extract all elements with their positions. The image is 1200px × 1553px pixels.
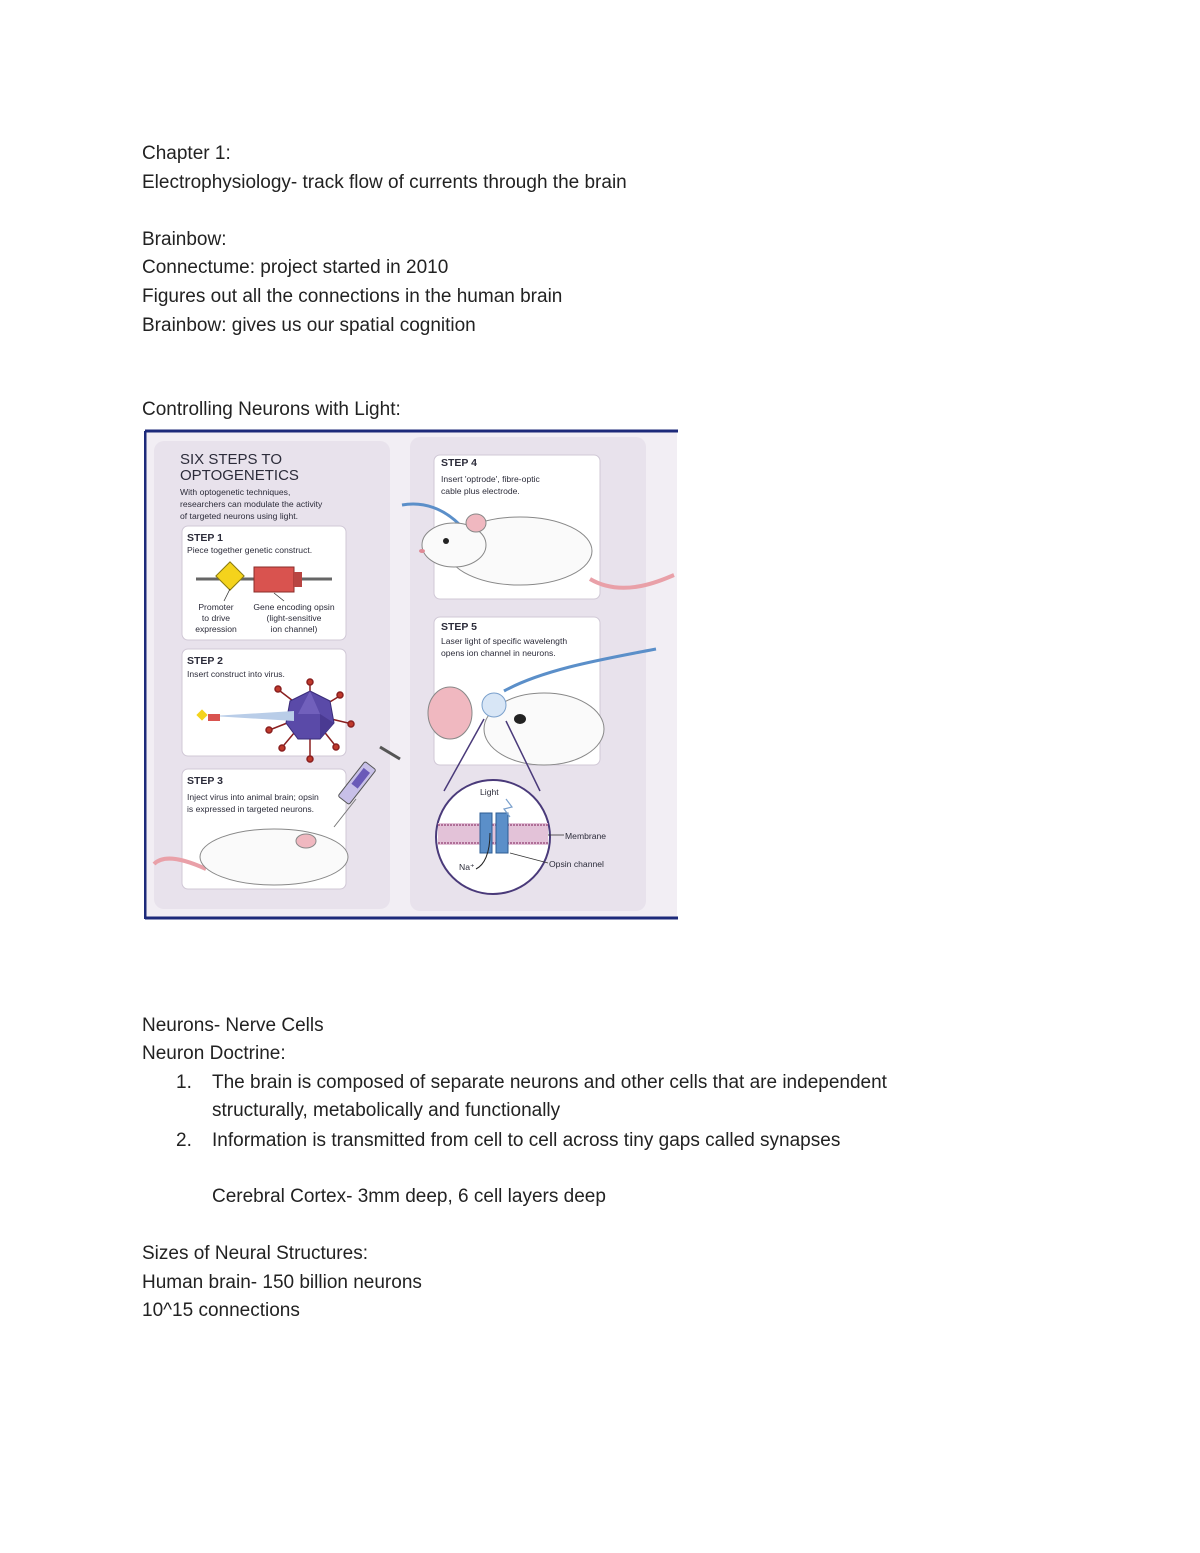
promoter-label-3: expression [195,624,237,634]
optogenetics-figure [144,429,678,920]
fig-title-2: OPTOGENETICS [180,467,299,484]
opsin-channel-label: Opsin channel [549,859,604,869]
fig-step3-text-2: is expressed in targeted neurons. [187,804,315,814]
fig-step2-label: STEP 2 [187,655,223,667]
fig-step4-text-1: Insert 'optrode', fibre-optic [441,474,540,484]
fig-step3-text-1: Inject virus into animal brain; opsin [187,792,319,802]
chapter-heading: Chapter 1: [142,143,231,164]
gene-label-3: ion channel) [270,624,318,634]
membrane-magnifier [436,780,550,894]
fig-intro-2: researchers can modulate the activity [180,499,323,509]
promoter-label-1: Promoter [198,602,234,612]
list-item-1-line-1: The brain is composed of separate neurons and other cells that are independent [212,1072,887,1093]
connections-line: 10^15 connections [142,1300,300,1321]
na-label: Na⁺ [459,862,475,872]
neurons-line: Neurons- Nerve Cells [142,1015,324,1036]
fig-step5-label: STEP 5 [441,621,477,633]
fig-step4-label: STEP 4 [441,457,477,469]
fig-step3-label: STEP 3 [187,775,223,787]
fig-intro-1: With optogenetic techniques, [180,487,291,497]
gene-label-1: Gene encoding opsin [253,602,335,612]
gene-label-2: (light-sensitive [266,613,322,623]
gene-shape [254,567,294,592]
fig-step1-text: Piece together genetic construct. [187,545,313,555]
cerebral-cortex-line: Cerebral Cortex- 3mm deep, 6 cell layers deep [212,1186,606,1207]
fig-step1-label: STEP 1 [187,532,223,544]
fig-step5-text-2: opens ion channel in neurons. [441,648,556,658]
neuron-doctrine-heading: Neuron Doctrine: [142,1043,286,1064]
list-item-2-number: 2. [176,1130,192,1151]
human-brain-line: Human brain- 150 billion neurons [142,1272,422,1293]
fig-step5-text-1: Laser light of specific wavelength [441,636,568,646]
list-item-1-number: 1. [176,1072,192,1093]
brainbow-heading: Brainbow: [142,229,227,250]
fig-title-1: SIX STEPS TO [180,451,282,468]
fig-step4-text-2: cable plus electrode. [441,486,520,496]
brainbow-spatial-line: Brainbow: gives us our spatial cognition [142,315,476,336]
electrophysiology-line: Electrophysiology- track flow of currents through the brain [142,172,627,193]
promoter-label-2: to drive [201,613,231,623]
connectume-line: Connectume: project started in 2010 [142,257,449,278]
membrane-label: Membrane [565,831,607,841]
light-label: Light [480,787,499,797]
sizes-heading: Sizes of Neural Structures: [142,1243,368,1264]
controlling-neurons-heading: Controlling Neurons with Light: [142,399,401,420]
list-item-1-line-2: structurally, metabolically and functionally [212,1100,561,1121]
figures-out-line: Figures out all the connections in the human brain [142,286,563,307]
fig-intro-3: of targeted neurons using light. [180,511,299,521]
list-item-2-line-1: Information is transmitted from cell to cell across tiny gaps called synapses [212,1130,841,1151]
fig-step2-text: Insert construct into virus. [187,669,285,679]
